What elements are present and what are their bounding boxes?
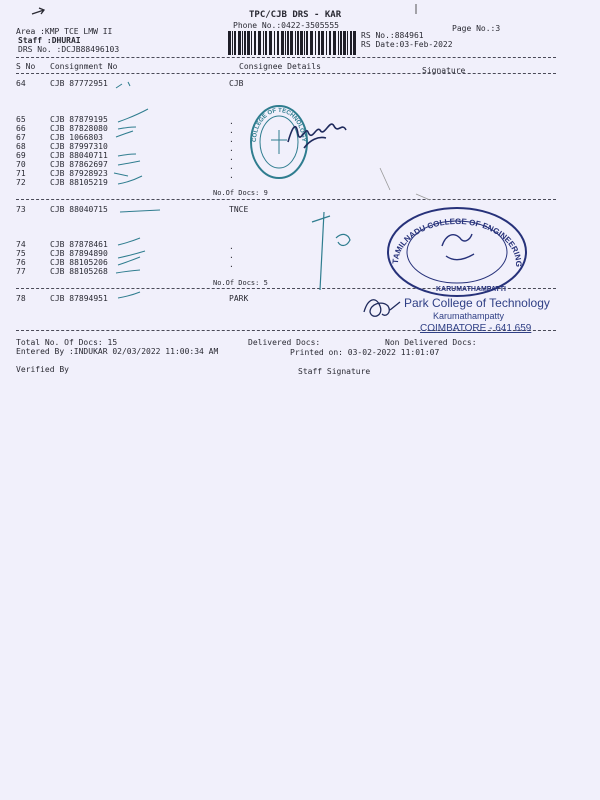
consignment-number: CJB 88040715 [50, 205, 108, 214]
docs-count: No.Of Docs: 9 [213, 189, 268, 197]
total-docs: Total No. Of Docs: 15 [16, 338, 118, 347]
tamilnadu-stamp-text: TAMILNADU COLLEGE OF ENGINEERING [390, 216, 524, 267]
consignment-number: CJB 88040711 [50, 151, 108, 160]
area-field: Area :KMP TCE LMW II [16, 27, 113, 36]
docs-count: No.Of Docs: 5 [213, 279, 268, 287]
rs-date: RS Date:03-Feb-2022 [361, 40, 453, 49]
page-number: Page No.:3 [452, 24, 501, 33]
dot-marker: . [229, 251, 234, 260]
park-stamp-town: Karumathampatty [433, 311, 505, 321]
serial-number: 76 [16, 258, 26, 267]
consignment-number: CJB 87928923 [50, 169, 108, 178]
consignment-number: CJB 87828080 [50, 124, 108, 133]
consignment-number: CJB 87772951 [50, 79, 108, 88]
technology-stamp-text: COLLEGE OF TECHNOLOGY [251, 107, 307, 143]
consignment-number: CJB 87879195 [50, 115, 108, 124]
staff-signature: Staff Signature [298, 367, 371, 376]
dot-marker: . [229, 126, 234, 135]
park-stamp-name: Park College of Technology [404, 296, 550, 310]
col-header-signature: Signature [422, 66, 466, 75]
dot-marker: . [229, 242, 234, 251]
serial-number: 66 [16, 124, 26, 133]
serial-number: 69 [16, 151, 26, 160]
consignment-number: CJB 1066803 [50, 133, 103, 142]
consignment-number: CJB 87878461 [50, 240, 108, 249]
dot-marker: . [229, 162, 234, 171]
rs-number: RS No.:884961 [361, 31, 424, 40]
dot-marker: . [229, 171, 234, 180]
serial-number: 67 [16, 133, 26, 142]
dot-marker: . [229, 144, 234, 153]
consignment-number: CJB 87894890 [50, 249, 108, 258]
serial-number: 65 [16, 115, 26, 124]
serial-number: 71 [16, 169, 26, 178]
tamilnadu-stamp-place: KARUMATHAMPATTI [436, 286, 506, 293]
park-stamp-city: COIMBATORE - 641 659 [420, 323, 532, 334]
consignment-number: CJB 88105268 [50, 267, 108, 276]
dot-marker: . [229, 153, 234, 162]
serial-number: 68 [16, 142, 26, 151]
delivered-docs: Delivered Docs: [248, 338, 321, 347]
consignee-name: TNCE [229, 205, 249, 214]
dot-marker: . [229, 260, 234, 269]
consignment-number: CJB 88105219 [50, 178, 108, 187]
serial-number: 77 [16, 267, 26, 276]
consignee-name: PARK [229, 294, 249, 303]
printed-on: Printed on: 03-02-2022 11:01:07 [290, 348, 440, 357]
consignment-number: CJB 88105206 [50, 258, 108, 267]
dot-marker: . [229, 117, 234, 126]
consignment-number: CJB 87862697 [50, 160, 108, 169]
col-header-consignment: Consignment No [50, 62, 118, 71]
col-header-sno: S No [16, 62, 36, 71]
report-title: TPC/CJB DRS - KAR [249, 10, 342, 20]
verified-by: Verified By [16, 365, 69, 374]
entered-by: Entered By :INDUKAR 02/03/2022 11:00:34 AM [16, 347, 219, 356]
consignment-number: CJB 87997310 [50, 142, 108, 151]
staff-field: Staff :DHURAI [18, 36, 81, 45]
serial-number: 73 [16, 205, 26, 214]
consignment-number: CJB 87894951 [50, 294, 108, 303]
drs-number: DRS No. :DCJB88496103 [18, 45, 120, 54]
serial-number: 70 [16, 160, 26, 169]
non-delivered-docs: Non Delivered Docs: [385, 338, 477, 347]
serial-number: 74 [16, 240, 26, 249]
col-header-consignee: Consignee Details [239, 62, 321, 71]
dot-marker: . [229, 135, 234, 144]
serial-number: 72 [16, 178, 26, 187]
consignee-name: CJB [229, 79, 244, 88]
phone-number: Phone No.:0422-3505555 [233, 21, 339, 30]
serial-number: 64 [16, 79, 26, 88]
serial-number: 78 [16, 294, 26, 303]
serial-number: 75 [16, 249, 26, 258]
